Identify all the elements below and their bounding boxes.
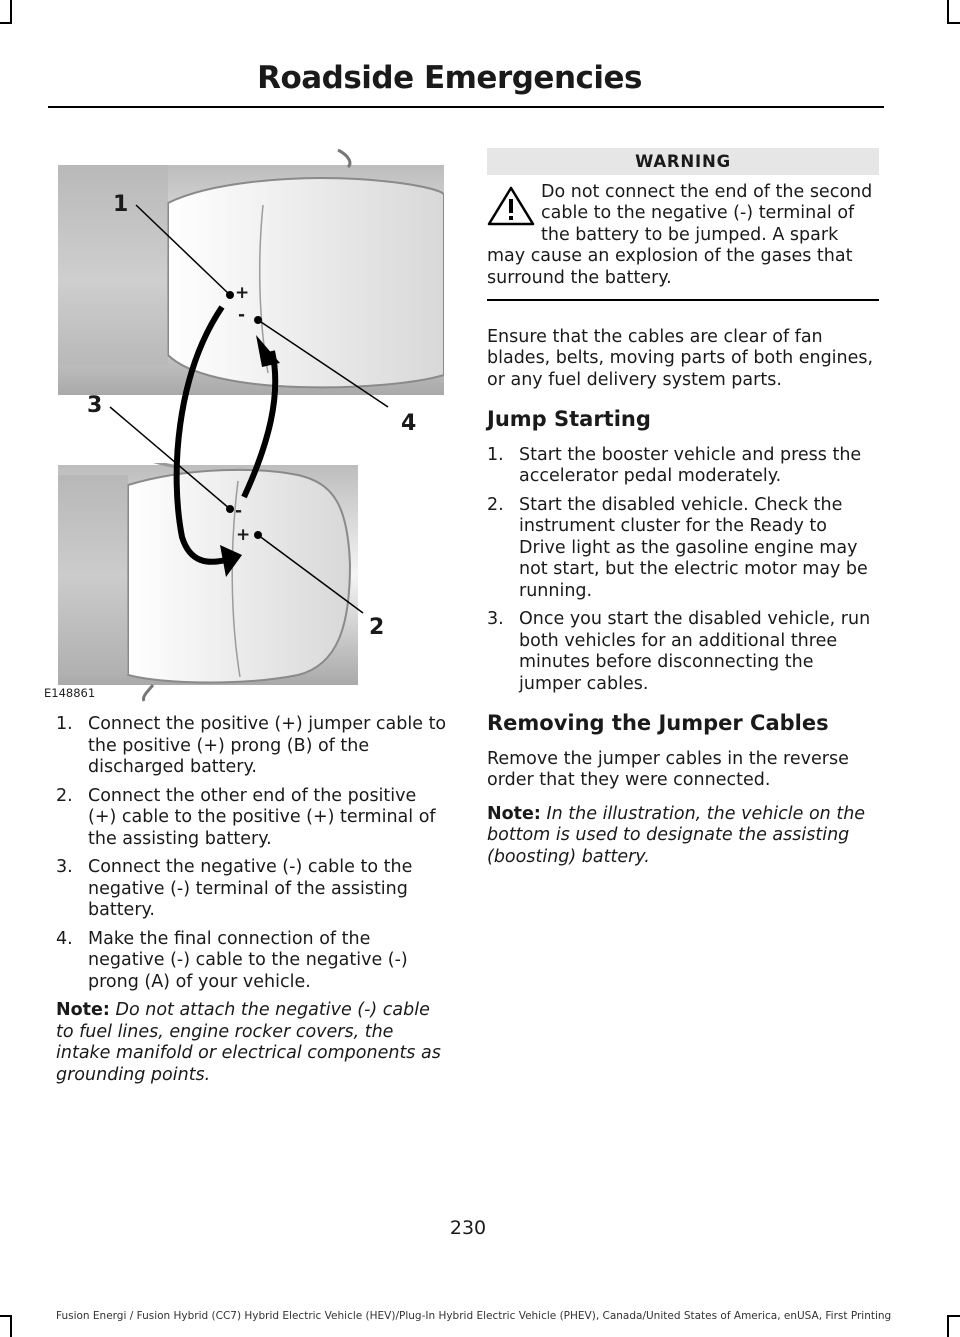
callout-4: 4 bbox=[401, 411, 417, 436]
title-divider bbox=[48, 106, 884, 108]
jump-start-illustration bbox=[44, 145, 444, 703]
list-item bbox=[56, 786, 448, 851]
image-code: E148861 bbox=[44, 686, 96, 700]
list-item bbox=[487, 495, 879, 603]
crop-mark bbox=[10, 1315, 12, 1337]
bottom-negative-sign: - bbox=[235, 501, 243, 521]
list-item bbox=[487, 445, 879, 488]
right-column bbox=[487, 148, 879, 868]
note-label: Note: bbox=[487, 803, 541, 824]
step-text: Connect the positive (+) jumper cable to the positive (+) prong (B) of the discharged battery. bbox=[88, 714, 447, 777]
warning-text: Do not connect the end of the second cable to the negative (-) terminal of the battery to be jumped. A spark may cause an explosion of the gases that surround the battery. bbox=[487, 181, 873, 288]
step-text: Start the booster vehicle and press the accelerator pedal moderately. bbox=[519, 444, 862, 486]
step-number: 2. bbox=[487, 494, 504, 515]
callout-2: 2 bbox=[369, 615, 385, 640]
crop-mark bbox=[0, 1315, 12, 1317]
connection-steps bbox=[56, 714, 448, 993]
crop-mark bbox=[947, 0, 949, 22]
jump-starting-heading: Jump Starting bbox=[487, 407, 651, 431]
step-number: 3. bbox=[56, 857, 73, 877]
left-column bbox=[56, 714, 448, 1086]
note-label: Note: bbox=[56, 1000, 110, 1020]
assisting-vehicle bbox=[58, 455, 358, 701]
step-number: 3. bbox=[487, 609, 504, 629]
page-number: 230 bbox=[449, 1217, 487, 1239]
document-footer: Fusion Energi / Fusion Hybrid (CC7) Hybrid Electric Vehicle (HEV)/Plug-In Hybrid Electric Vehicle (PHEV), Canada/United States of America, enUSA, First Printing bbox=[56, 1310, 892, 1322]
step-number: 4. bbox=[56, 928, 73, 949]
note-text: Do not attach the negative (-) cable to fuel lines, engine rocker covers, the intake manifold or electrical components as grounding points. bbox=[56, 1000, 441, 1085]
crop-mark bbox=[10, 0, 12, 22]
crop-mark bbox=[0, 22, 12, 24]
warning-header: WARNING bbox=[487, 148, 879, 175]
step-text: Once you start the disabled vehicle, run both vehicles for an additional three minutes before disconnecting the jumper cables. bbox=[519, 609, 871, 694]
top-negative-sign: - bbox=[238, 305, 246, 325]
warning-divider bbox=[487, 299, 879, 301]
step-text: Connect the other end of the positive (+) cable to the positive (+) terminal of the assisting battery. bbox=[88, 785, 436, 849]
step-text: Make the final connection of the negative (-) cable to the negative (-) prong (A) of your vehicle. bbox=[88, 928, 408, 992]
list-item bbox=[487, 609, 879, 695]
list-item bbox=[56, 929, 448, 994]
step-text: Start the disabled vehicle. Check the instrument cluster for the Ready to Drive light as the gasoline engine may not start, but the electric motor may be running. bbox=[519, 494, 868, 601]
bottom-positive-sign: + bbox=[236, 525, 251, 545]
crop-mark bbox=[947, 1315, 949, 1337]
top-positive-sign: + bbox=[235, 283, 250, 303]
step-number: 2. bbox=[56, 785, 73, 806]
list-item bbox=[56, 714, 448, 779]
warning-box bbox=[487, 182, 879, 301]
step-number: 1. bbox=[487, 444, 504, 465]
cables-clear-paragraph: Ensure that the cables are clear of fan blades, belts, moving parts of both engines, or any fuel delivery system parts. bbox=[487, 326, 874, 390]
note-text: In the illustration, the vehicle on the bottom is used to designate the assisting (boosting) battery. bbox=[487, 803, 866, 867]
disabled-vehicle bbox=[58, 150, 444, 395]
page-title: Roadside Emergencies bbox=[257, 60, 642, 96]
callout-3: 3 bbox=[87, 393, 103, 418]
removing-cables-heading: Removing the Jumper Cables bbox=[487, 711, 829, 735]
crop-mark bbox=[947, 1315, 960, 1317]
removing-cables-text: Remove the jumper cables in the reverse order that they were connected. bbox=[487, 748, 849, 790]
grounding-note bbox=[56, 1000, 448, 1086]
illustration-note bbox=[487, 804, 879, 869]
crop-mark bbox=[947, 22, 960, 24]
jump-starting-steps bbox=[487, 445, 879, 696]
warning-triangle-icon bbox=[487, 186, 535, 226]
callout-1: 1 bbox=[113, 192, 129, 217]
list-item bbox=[56, 857, 448, 922]
step-text: Connect the negative (-) cable to the negative (-) terminal of the assisting battery. bbox=[88, 857, 413, 920]
step-number: 1. bbox=[56, 714, 73, 734]
